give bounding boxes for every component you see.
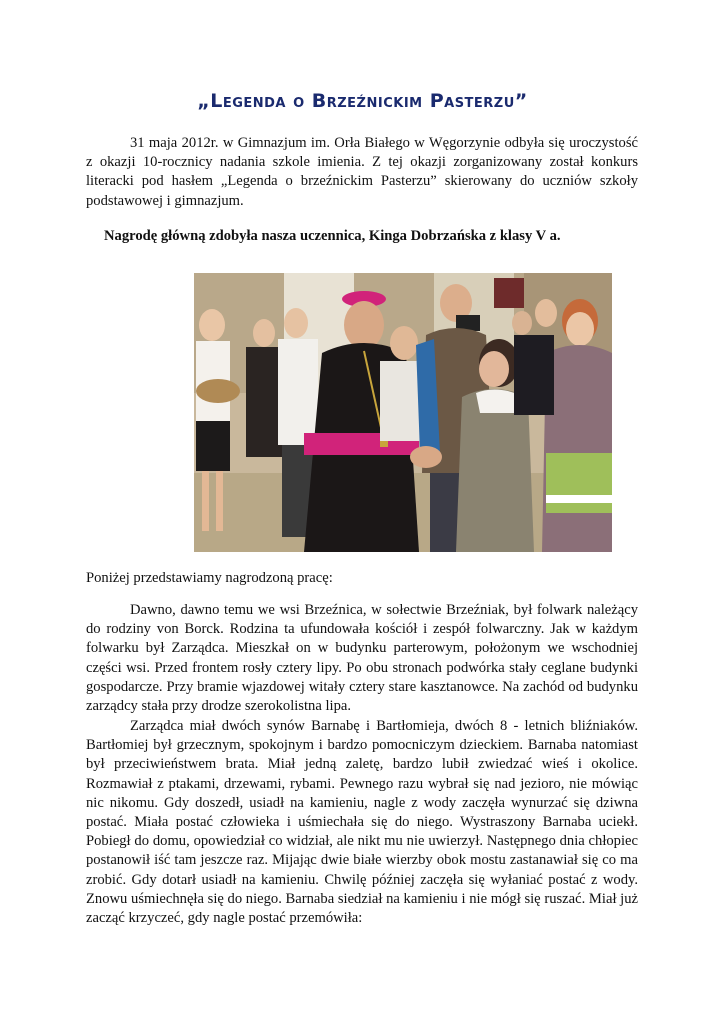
story-paragraph-1: Dawno, dawno temu we wsi Brzeźnica, w sołectwie Brzeźniak, był folwark należący do rodziny von Borck. Rodzina ta ufundowała kościół i zespół folwarczny. Jak w każdym folwarku był Zarządca. Mieszkał on w budynku parterowym, położonym we wschodniej części wsi. Przed frontem rosły cztery lipy. Po obu stronach podwórka stały ceglane budynki gospodarcze. Przy bramie wjazdowej witały cztery stare kasztanowce. Na zachód od budynku zarządcy stała przy drodze szerokolistna lipa.: [86, 602, 638, 715]
award-announcement: Nagrodę główną zdobyła nasza uczennica, Kinga Dobrzańska z klasy V a.: [104, 228, 561, 244]
intro-paragraph: 31 maja 2012r. w Gimnazjum im. Orła Białego w Węgorzynie odbyła się uroczystość z okazji 10-rocznicy nadania szkole imienia. Z tej okazji zorganizowany został konkurs literacki pod hasłem „Legenda o brzeźnickim Pasterzu” skierowany do uczniów szkoły podstawowej i gimnazjum.: [86, 135, 638, 209]
story-intro: Poniżej przedstawiamy nagrodzoną pracę:: [86, 570, 333, 586]
ceremony-photo: [194, 273, 612, 552]
page-title: „Legenda o Brzeźnickim Pasterzu”: [197, 90, 528, 112]
story-paragraph-2: Zarządca miał dwóch synów Barnabę i Bartłomieja, dwóch 8 - letnich bliźniaków. Bartłomiej był grzecznym, spokojnym i bardzo pomocniczym dzieckiem. Barnaba natomiast był przeciwieństwem brata. Miał jedną zaletę, bardzo lubił zwiedzać wieś i okolice. Rozmawiał z ptakami, drzewami, rybami. Pewnego razu wybrał się nad jezioro, nie mówiąc nic nikomu. Gdy doszedł, usiadł na kamieniu, nagle z wody zaczęła wynurzać się dziwna postać. Miała postać człowieka i uśmiechała się do niego. Wystraszony Barnaba uciekł. Pobiegł do domu, opowiedział co widział, ale nikt mu nie uwierzył. Następnego dnia chłopiec postanowił iść tam jeszcze raz. Mijając dwie białe wierzby obok mostu zastanawiał się co ma zrobić. Gdy dotarł usiadł na kamieniu. Chwilę później zaczęła się wyłaniać postać z wody. Znowu uśmiechnęła się do niego. Barnaba siedział na kamieniu i nie mógł się ruszać. Miał już zacząć krzyczeć, gdy nagle postać przemówiła:: [86, 718, 638, 927]
